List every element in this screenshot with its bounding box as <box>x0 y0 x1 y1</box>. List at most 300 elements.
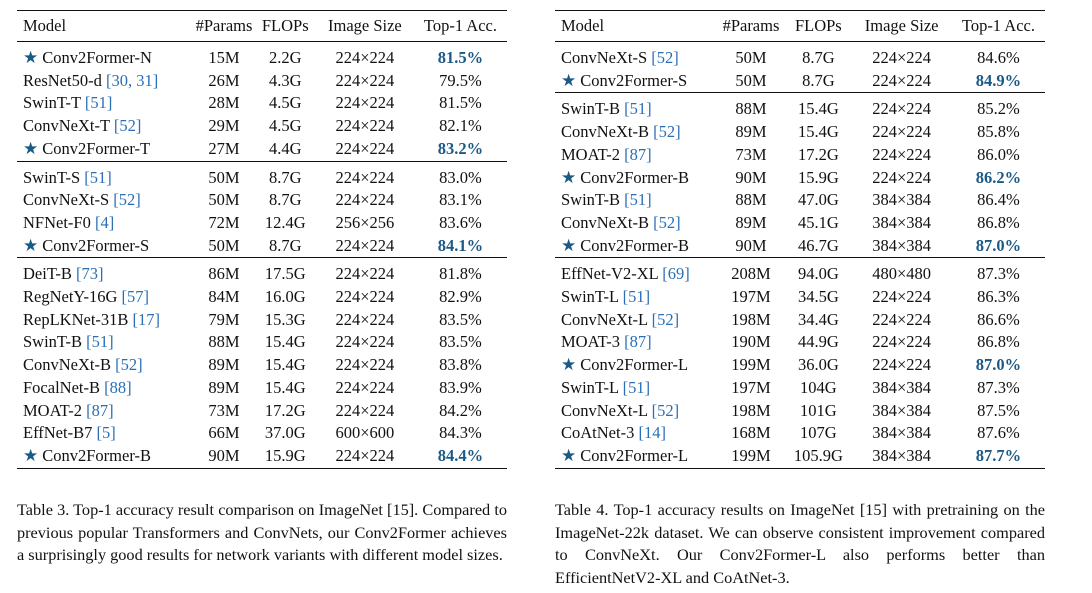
model-name: SwinT-B <box>23 332 82 352</box>
citation-link[interactable]: [17] <box>132 309 161 329</box>
model-name: ConvNeXt-B <box>561 212 649 232</box>
star-icon: ★ <box>561 355 577 375</box>
table-row <box>555 309 1045 332</box>
params-cell: 66M <box>208 423 240 443</box>
image-size-cell: 384×384 <box>872 235 932 255</box>
flops-cell: 4.3G <box>268 70 302 90</box>
params-cell: 208M <box>731 264 771 284</box>
top1-acc-cell: 84.4% <box>437 445 484 465</box>
image-size-cell: 224×224 <box>872 70 932 90</box>
image-size-cell: 384×384 <box>872 190 932 210</box>
image-size-cell: 224×224 <box>335 332 395 352</box>
header-image-size: Image Size <box>316 11 414 42</box>
model-cell <box>555 235 717 258</box>
model-name: SwinT-L <box>561 377 619 397</box>
params-cell: 84M <box>208 287 240 307</box>
image-size-cell: 224×224 <box>335 287 395 307</box>
model-cell <box>555 70 717 93</box>
params-cell: 89M <box>735 212 767 232</box>
params-cell: 88M <box>735 190 767 210</box>
model-name: MOAT-3 <box>561 332 620 352</box>
model-name: EffNet-V2-XL <box>561 264 659 284</box>
table-row <box>17 161 507 189</box>
model-name: Conv2Former-B <box>42 445 151 465</box>
top1-acc-cell: 87.0% <box>975 235 1022 255</box>
citation-link[interactable]: [57] <box>121 287 150 307</box>
table-row <box>555 377 1045 400</box>
table-row <box>17 309 507 332</box>
model-cell <box>17 309 193 332</box>
params-cell: 73M <box>208 400 240 420</box>
model-cell <box>555 189 717 212</box>
table-row <box>555 144 1045 167</box>
params-cell: 90M <box>735 167 767 187</box>
model-cell <box>17 422 193 445</box>
star-icon: ★ <box>561 235 577 255</box>
model-name: ResNet50-d <box>23 70 102 90</box>
star-icon: ★ <box>23 235 39 255</box>
top1-acc-cell: 86.2% <box>975 167 1022 187</box>
model-cell <box>555 144 717 167</box>
header-top1-acc: Top-1 Acc. <box>414 11 507 42</box>
image-size-cell: 600×600 <box>335 423 395 443</box>
params-cell: 88M <box>208 332 240 352</box>
params-cell: 89M <box>208 377 240 397</box>
citation-link[interactable]: [51] <box>622 287 651 307</box>
model-cell <box>555 331 717 354</box>
image-size-cell: 224×224 <box>335 445 395 465</box>
model-name: ConvNeXt-S <box>561 48 648 67</box>
image-size-cell: 224×224 <box>872 332 932 352</box>
model-cell <box>17 400 193 423</box>
flops-cell: 37.0G <box>264 423 306 443</box>
top1-acc-cell: 86.6% <box>977 309 1020 329</box>
params-cell: 197M <box>731 287 771 307</box>
model-cell <box>555 400 717 423</box>
table-row <box>17 331 507 354</box>
model-cell <box>17 212 193 235</box>
model-name: RepLKNet-31B <box>23 309 129 329</box>
image-size-cell: 480×480 <box>872 264 932 284</box>
flops-cell: 15.9G <box>264 445 306 465</box>
image-size-cell: 224×224 <box>335 309 395 329</box>
citation-link[interactable]: [51] <box>84 167 112 187</box>
image-size-cell: 224×224 <box>872 48 932 67</box>
top1-acc-cell: 83.8% <box>439 355 482 375</box>
model-cell <box>17 138 193 161</box>
citation-link[interactable]: [52] <box>653 122 681 142</box>
model-cell <box>17 354 193 377</box>
citation-link[interactable]: [73] <box>76 264 104 284</box>
model-name: ConvNeXt-T <box>23 116 110 136</box>
citation-link[interactable]: [88] <box>104 377 132 397</box>
table-row <box>555 422 1045 445</box>
table-row <box>17 92 507 115</box>
model-name: SwinT-L <box>561 287 619 307</box>
flops-cell: 101G <box>800 400 837 420</box>
params-cell: 28M <box>208 93 240 113</box>
header-model: Model <box>17 11 193 42</box>
flops-cell: 15.4G <box>264 377 306 397</box>
top1-acc-cell: 84.1% <box>437 235 484 255</box>
table-4-panel <box>555 10 1045 469</box>
model-name: ConvNeXt-L <box>561 400 648 420</box>
header-params: #Params <box>717 11 786 42</box>
params-cell: 199M <box>731 445 771 465</box>
table-row <box>555 445 1045 468</box>
flops-cell: 34.4G <box>797 309 839 329</box>
table-row <box>17 115 507 138</box>
model-name: Conv2Former-S <box>580 70 688 90</box>
model-cell <box>17 70 193 93</box>
params-cell: 90M <box>735 235 767 255</box>
table-row <box>17 400 507 423</box>
top1-acc-cell: 85.2% <box>977 99 1020 119</box>
params-cell: 168M <box>731 423 771 443</box>
params-cell: 86M <box>208 264 240 284</box>
citation-link[interactable]: [52] <box>113 190 141 210</box>
table-header-row <box>17 11 507 42</box>
header-model: Model <box>555 11 717 42</box>
params-cell: 50M <box>735 70 767 90</box>
flops-cell: 4.4G <box>268 138 302 158</box>
model-cell <box>17 92 193 115</box>
header-params: #Params <box>193 11 254 42</box>
image-size-cell: 384×384 <box>872 423 932 443</box>
model-cell <box>555 42 717 70</box>
model-name: SwinT-S <box>23 167 81 187</box>
model-name: Conv2Former-S <box>42 235 150 255</box>
table-row <box>555 286 1045 309</box>
citation-link[interactable]: [51] <box>86 332 114 352</box>
top1-acc-cell: 82.9% <box>439 287 482 307</box>
flops-cell: 16.0G <box>264 287 306 307</box>
image-size-cell: 384×384 <box>872 377 932 397</box>
table-row <box>555 121 1045 144</box>
flops-cell: 4.5G <box>268 116 302 136</box>
top1-acc-cell: 86.8% <box>977 332 1020 352</box>
flops-cell: 45.1G <box>797 212 839 232</box>
flops-cell: 94.0G <box>797 264 839 284</box>
model-cell <box>17 235 193 258</box>
image-size-cell: 224×224 <box>872 99 932 119</box>
table-row <box>17 445 507 468</box>
model-name: NFNet-F0 <box>23 212 91 232</box>
citation-link[interactable]: [51] <box>624 99 652 119</box>
flops-cell: 8.7G <box>268 235 302 255</box>
table-row <box>17 70 507 93</box>
model-name: Conv2Former-T <box>42 138 151 158</box>
table-row <box>17 258 507 286</box>
table-header-row <box>555 11 1045 42</box>
model-cell <box>17 377 193 400</box>
table-row <box>555 400 1045 423</box>
table-row <box>17 42 507 70</box>
table-row <box>17 286 507 309</box>
model-name: ConvNeXt-B <box>23 355 111 375</box>
top1-acc-cell: 81.5% <box>437 48 484 67</box>
header-flops: FLOPs <box>785 11 851 42</box>
params-cell: 79M <box>208 309 240 329</box>
params-cell: 26M <box>208 70 240 90</box>
model-cell <box>555 354 717 377</box>
image-size-cell: 224×224 <box>335 70 395 90</box>
top1-acc-cell: 83.5% <box>439 309 482 329</box>
image-size-cell: 224×224 <box>872 144 932 164</box>
citation-link[interactable]: [4] <box>94 212 115 232</box>
image-size-cell: 224×224 <box>335 93 395 113</box>
flops-cell: 105.9G <box>793 445 843 465</box>
citation-link[interactable]: [69] <box>662 264 690 284</box>
params-cell: 90M <box>208 445 240 465</box>
model-name: DeiT-B <box>23 264 72 284</box>
citation-link[interactable]: [51] <box>622 377 651 397</box>
flops-cell: 36.0G <box>797 355 839 375</box>
image-size-cell: 224×224 <box>335 167 395 187</box>
flops-cell: 4.5G <box>268 93 302 113</box>
model-cell <box>17 161 193 189</box>
flops-cell: 107G <box>800 423 837 443</box>
table-row <box>555 258 1045 286</box>
top1-acc-cell: 83.6% <box>439 212 482 232</box>
model-cell <box>17 42 193 70</box>
table-row <box>17 354 507 377</box>
table-row <box>555 167 1045 190</box>
citation-link[interactable]: [52] <box>651 400 680 420</box>
params-cell: 73M <box>735 144 767 164</box>
top1-acc-cell: 84.6% <box>977 48 1020 67</box>
top1-acc-cell: 82.1% <box>439 116 482 136</box>
model-name: ConvNeXt-B <box>561 122 649 142</box>
table-row <box>555 93 1045 121</box>
table-row <box>17 235 507 258</box>
flops-cell: 104G <box>800 377 837 397</box>
flops-cell: 46.7G <box>797 235 839 255</box>
params-cell: 50M <box>208 190 240 210</box>
params-cell: 198M <box>731 400 771 420</box>
table-group <box>17 258 507 468</box>
model-name: CoAtNet-3 <box>561 423 635 443</box>
table-row <box>17 189 507 212</box>
model-cell <box>17 258 193 286</box>
top1-acc-cell: 81.8% <box>439 264 482 284</box>
top1-acc-cell: 84.9% <box>975 70 1022 90</box>
flops-cell: 12.4G <box>264 212 306 232</box>
citation-link[interactable]: [14] <box>638 423 666 443</box>
flops-cell: 15.4G <box>264 355 306 375</box>
model-cell <box>555 309 717 332</box>
top1-acc-cell: 87.3% <box>977 264 1020 284</box>
citation-link[interactable]: [52] <box>115 355 143 375</box>
star-icon: ★ <box>561 70 577 90</box>
image-size-cell: 256×256 <box>335 212 395 232</box>
top1-acc-cell: 87.6% <box>977 423 1020 443</box>
citation-link[interactable]: [52] <box>651 309 680 329</box>
model-cell <box>555 258 717 286</box>
model-cell <box>555 212 717 235</box>
table-group <box>17 161 507 258</box>
header-image-size: Image Size <box>851 11 951 42</box>
flops-cell: 47.0G <box>797 190 839 210</box>
table-row <box>17 422 507 445</box>
model-name: EffNet-B7 <box>23 423 93 443</box>
table-row <box>555 70 1045 93</box>
model-name: SwinT-B <box>561 190 620 210</box>
model-name: FocalNet-B <box>23 377 100 397</box>
citation-link[interactable]: [52] <box>653 212 681 232</box>
star-icon: ★ <box>23 48 39 67</box>
header-flops: FLOPs <box>255 11 316 42</box>
flops-cell: 8.7G <box>802 48 835 67</box>
model-cell <box>555 93 717 121</box>
top1-acc-cell: 83.5% <box>439 332 482 352</box>
table-row <box>555 212 1045 235</box>
table-3-caption: Table 3. Top-1 accuracy result comparison on ImageNet [15]. Compared to previous popular Transformers and ConvNets, our Conv2Former achieves a surprisingly good results for network variants with different model sizes. <box>17 500 507 565</box>
model-cell <box>555 422 717 445</box>
table-3-panel <box>17 10 507 469</box>
flops-cell: 17.2G <box>797 144 839 164</box>
table-group <box>17 42 507 162</box>
flops-cell: 15.4G <box>797 122 839 142</box>
table-row <box>17 138 507 161</box>
image-size-cell: 224×224 <box>335 355 395 375</box>
flops-cell: 17.5G <box>264 264 306 284</box>
flops-cell: 15.4G <box>264 332 306 352</box>
flops-cell: 44.9G <box>797 332 839 352</box>
image-size-cell: 224×224 <box>335 264 395 284</box>
image-size-cell: 224×224 <box>872 355 932 375</box>
flops-cell: 8.7G <box>268 190 302 210</box>
table-group <box>555 42 1045 93</box>
top1-acc-cell: 86.3% <box>977 287 1020 307</box>
top1-acc-cell: 83.1% <box>439 190 482 210</box>
table-row <box>555 331 1045 354</box>
params-cell: 88M <box>735 99 767 119</box>
citation-link[interactable]: [87] <box>624 332 652 352</box>
table-4-caption: Table 4. Top-1 accuracy results on ImageNet [15] with pretraining on the ImageNet-22k dataset. We can observe consistent improvement compared to ConvNeXt. Our Conv2Former-L also performs better than EfficientNetV2-XL and CoAtNet-3. <box>555 500 1045 587</box>
flops-cell: 2.2G <box>268 48 302 67</box>
table-row <box>555 235 1045 258</box>
table-row <box>555 189 1045 212</box>
params-cell: 197M <box>731 377 771 397</box>
image-size-cell: 224×224 <box>872 167 932 187</box>
top1-acc-cell: 86.8% <box>977 212 1020 232</box>
star-icon: ★ <box>561 445 577 465</box>
top1-acc-cell: 87.7% <box>975 445 1022 465</box>
params-cell: 15M <box>208 48 240 67</box>
citation-link[interactable]: [5] <box>96 423 116 443</box>
params-cell: 89M <box>208 355 240 375</box>
top1-acc-cell: 83.2% <box>437 138 484 158</box>
model-cell <box>555 445 717 468</box>
model-name: MOAT-2 <box>561 144 620 164</box>
table-row <box>17 212 507 235</box>
image-size-cell: 224×224 <box>335 400 395 420</box>
params-cell: 50M <box>735 48 767 67</box>
flops-cell: 34.5G <box>797 287 839 307</box>
model-name: ConvNeXt-L <box>561 309 648 329</box>
model-name: Conv2Former-B <box>580 167 689 187</box>
params-cell: 198M <box>731 309 771 329</box>
flops-cell: 17.2G <box>264 400 306 420</box>
table-row <box>555 354 1045 377</box>
table-group <box>555 258 1045 468</box>
image-size-cell: 224×224 <box>335 138 395 158</box>
params-cell: 27M <box>208 138 240 158</box>
citation-link[interactable]: [87] <box>624 144 652 164</box>
table-group <box>555 93 1045 258</box>
top1-acc-cell: 87.5% <box>977 400 1020 420</box>
top1-acc-cell: 84.2% <box>439 400 482 420</box>
image-size-cell: 224×224 <box>872 287 932 307</box>
top1-acc-cell: 85.8% <box>977 122 1020 142</box>
star-icon: ★ <box>561 167 577 187</box>
flops-cell: 15.4G <box>797 99 839 119</box>
table-row <box>555 42 1045 70</box>
model-cell <box>17 445 193 468</box>
table-row <box>17 377 507 400</box>
star-icon: ★ <box>23 138 39 158</box>
model-name: Conv2Former-B <box>580 235 689 255</box>
model-name: Conv2Former-L <box>580 355 689 375</box>
image-size-cell: 384×384 <box>872 400 932 420</box>
top1-acc-cell: 87.0% <box>975 355 1022 375</box>
flops-cell: 15.3G <box>264 309 306 329</box>
model-cell <box>555 121 717 144</box>
citation-link[interactable]: [52] <box>651 48 679 67</box>
top1-acc-cell: 81.5% <box>439 93 482 113</box>
header-top1-acc: Top-1 Acc. <box>952 11 1045 42</box>
params-cell: 50M <box>208 167 240 187</box>
params-cell: 50M <box>208 235 240 255</box>
citation-link[interactable]: [30, 31] <box>105 70 159 90</box>
top1-acc-cell: 79.5% <box>439 70 482 90</box>
model-cell <box>17 189 193 212</box>
model-name: Conv2Former-L <box>580 445 689 465</box>
flops-cell: 8.7G <box>802 70 835 90</box>
top1-acc-cell: 86.4% <box>977 190 1020 210</box>
params-cell: 72M <box>208 212 240 232</box>
model-cell <box>17 286 193 309</box>
citation-link[interactable]: [51] <box>84 93 113 113</box>
model-cell <box>17 331 193 354</box>
top1-acc-cell: 86.0% <box>977 144 1020 164</box>
image-size-cell: 384×384 <box>872 445 932 465</box>
star-icon: ★ <box>23 445 39 465</box>
model-name: MOAT-2 <box>23 400 82 420</box>
image-size-cell: 224×224 <box>335 190 395 210</box>
model-cell <box>17 115 193 138</box>
image-size-cell: 384×384 <box>872 212 932 232</box>
image-size-cell: 224×224 <box>872 309 932 329</box>
params-cell: 29M <box>208 116 240 136</box>
top1-acc-cell: 83.9% <box>439 377 482 397</box>
citation-link[interactable]: [87] <box>86 400 114 420</box>
citation-link[interactable]: [52] <box>113 116 142 136</box>
model-name: Conv2Former-N <box>42 48 152 67</box>
flops-cell: 15.9G <box>797 167 839 187</box>
params-cell: 199M <box>731 355 771 375</box>
top1-acc-cell: 87.3% <box>977 377 1020 397</box>
table-4 <box>555 10 1045 469</box>
params-cell: 89M <box>735 122 767 142</box>
image-size-cell: 224×224 <box>335 377 395 397</box>
citation-link[interactable]: [51] <box>624 190 652 210</box>
model-name: RegNetY-16G <box>23 287 118 307</box>
flops-cell: 8.7G <box>268 167 302 187</box>
top1-acc-cell: 84.3% <box>439 423 482 443</box>
model-cell <box>555 377 717 400</box>
